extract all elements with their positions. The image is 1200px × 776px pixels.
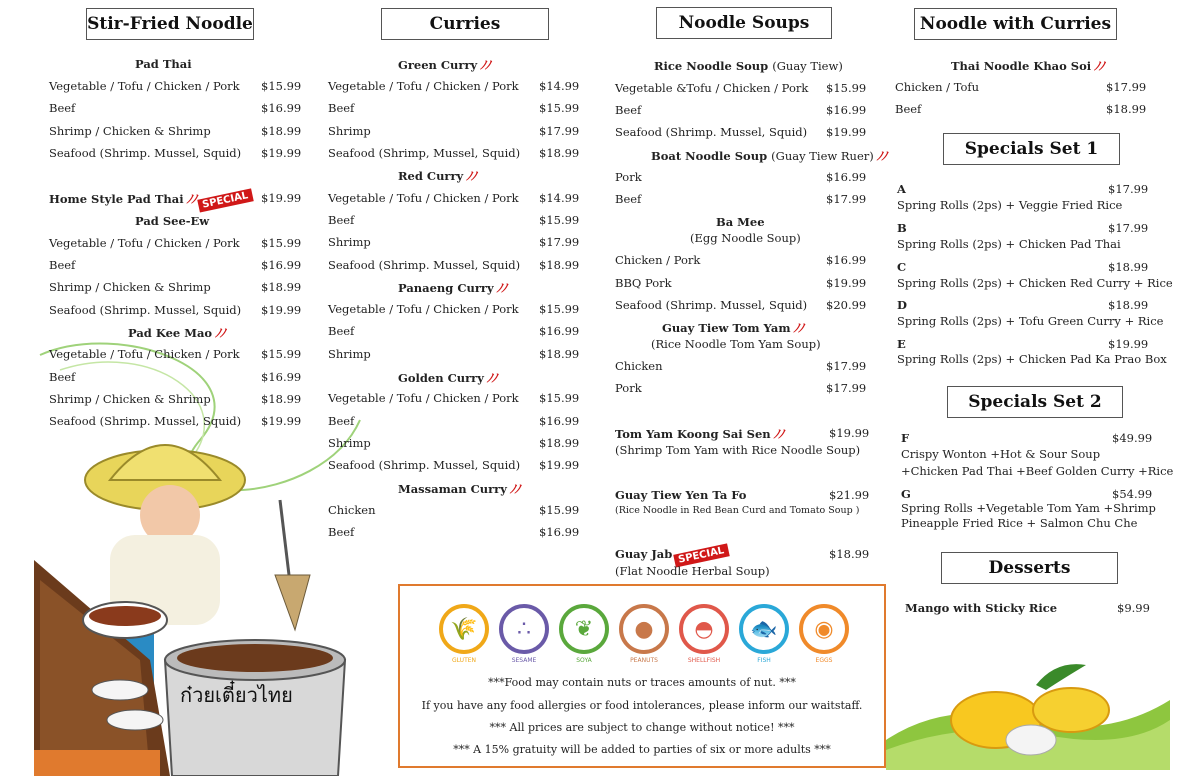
menu-row: Beef $16.99	[328, 414, 580, 428]
special-badge: SPECIAL	[197, 188, 253, 212]
allergen-soya: ❦ SOYA	[557, 604, 611, 664]
pad-kee-mao-heading: Pad Kee Mao ﾉﾉ	[128, 326, 225, 340]
menu-row: Seafood (Shrimp. Mussel, Squid) $20.99	[615, 298, 867, 312]
ba-mee-heading: Ba Mee	[716, 215, 765, 229]
set-label: D	[897, 298, 907, 312]
menu-row: Shrimp / Chicken & Shrimp $18.99	[49, 392, 302, 406]
set-description: +Chicken Pad Thai +Beef Golden Curry +Rice	[901, 464, 1174, 478]
noodle-soups-title: Noodle Soups	[656, 7, 832, 39]
guay-jab-subtitle: (Flat Noodle Herbal Soup)	[615, 564, 770, 578]
menu-row: Vegetable / Tofu / Chicken / Pork $15.99	[49, 79, 302, 93]
menu-row: Beef $16.99	[328, 324, 580, 338]
stir-fried-noodle-title: Stir-Fried Noodle	[86, 8, 254, 40]
menu-row: Shrimp $18.99	[328, 347, 580, 361]
allergen-notice-box	[398, 584, 886, 768]
pad-thai-heading: Pad Thai	[135, 57, 192, 71]
menu-row: Vegetable / Tofu / Chicken / Pork $15.99	[49, 347, 302, 361]
set-price: $18.99	[1108, 298, 1149, 312]
rice-noodle-soup-heading: Rice Noodle Soup (Guay Tiew)	[654, 59, 843, 73]
shell-icon: ◓	[679, 604, 729, 654]
menu-row: Beef $16.99	[615, 103, 867, 117]
set-label: C	[897, 260, 907, 274]
allergen-peanuts: ● PEANUTS	[617, 604, 671, 664]
menu-row: Beef $16.99	[49, 370, 302, 384]
allergen-fish: 🐟 FISH	[737, 604, 791, 664]
ba-mee-subtitle: (Egg Noodle Soup)	[690, 231, 801, 245]
egg-icon: ◉	[799, 604, 849, 654]
menu-row: Beef $18.99	[895, 102, 1147, 116]
noodle-with-curries-title: Noodle with Curries	[914, 8, 1117, 40]
menu-row: Beef $17.99	[615, 192, 867, 206]
special-badge: SPECIAL	[674, 543, 730, 567]
pad-see-ew-heading: Pad See-Ew	[135, 214, 210, 228]
menu-row: Seafood (Shrimp. Mussel, Squid) $18.99	[328, 258, 580, 272]
mango-sticky-rice-illustration	[886, 660, 1170, 770]
menu-row: Beef $15.99	[328, 213, 580, 227]
set-price: $19.99	[1108, 337, 1149, 351]
menu-row: BBQ Pork $19.99	[615, 276, 867, 290]
menu-row: Pork $17.99	[615, 381, 867, 395]
menu-row: Vegetable / Tofu / Chicken / Pork $14.99	[328, 191, 580, 205]
sesame-icon: ∴	[499, 604, 549, 654]
chili-icon: ﾉﾉ	[876, 149, 887, 163]
home-style-pad-thai-row: Home Style Pad Thai ﾉﾉ SPECIAL $19.99	[49, 190, 302, 211]
set-label: A	[897, 182, 906, 196]
menu-row: Vegetable / Tofu / Chicken / Pork $15.99	[328, 391, 580, 405]
pot-text: ก๋วยเตี๋ยวไทย	[180, 683, 293, 707]
allergen-eggs: ◉ EGGS	[797, 604, 851, 664]
set-price: $17.99	[1108, 182, 1149, 196]
desserts-title: Desserts	[941, 552, 1118, 584]
chili-icon: ﾉﾉ	[793, 321, 803, 335]
green-curry-heading: Green Curry ﾉﾉ	[398, 58, 490, 72]
chili-icon: ﾉﾉ	[466, 169, 476, 183]
guay-jab-row: Guay Jab SPECIAL $18.99	[615, 545, 870, 566]
chili-icon: ﾉﾉ	[186, 192, 197, 206]
specials-set-1-title: Specials Set 1	[943, 133, 1120, 165]
chili-icon: ﾉﾉ	[1094, 59, 1104, 73]
menu-row: Shrimp / Chicken & Shrimp $18.99	[49, 280, 302, 294]
menu-row: Beef $15.99	[328, 101, 580, 115]
massaman-curry-heading: Massaman Curry ﾉﾉ	[398, 482, 520, 496]
set-description: Pineapple Fried Rice + Salmon Chu Che	[901, 516, 1138, 530]
peanut-icon: ●	[619, 604, 669, 654]
set-description: Crispy Wonton +Hot & Sour Soup	[901, 447, 1101, 461]
menu-row: Seafood (Shrimp. Mussel, Squid) $19.99	[49, 146, 302, 160]
menu-row: Beef $16.99	[49, 101, 302, 115]
set-label: F	[901, 431, 910, 445]
chili-icon: ﾉﾉ	[215, 326, 225, 340]
set-label: G	[901, 487, 911, 501]
golden-curry-heading: Golden Curry ﾉﾉ	[398, 371, 497, 385]
tom-yam-koong-subtitle: (Shrimp Tom Yam with Rice Noodle Soup)	[615, 443, 861, 457]
wheat-icon: 🌾	[439, 604, 489, 654]
chili-icon: ﾉﾉ	[480, 58, 490, 72]
allergy-notice: If you have any food allergies or food intolerances, please inform our waitstaff.	[421, 699, 863, 712]
menu-row: Chicken / Tofu $17.99	[895, 80, 1147, 94]
allergen-shellfish: ◓ SHELLFISH	[677, 604, 731, 664]
set-description: Spring Rolls (2ps) + Veggie Fried Rice	[897, 198, 1123, 212]
menu-row: Seafood (Shrimp, Mussel, Squid) $18.99	[328, 146, 580, 160]
nut-warning: ***Food may contain nuts or traces amounts of nut. ***	[488, 676, 796, 689]
menu-row: Vegetable / Tofu / Chicken / Pork $15.99	[49, 236, 302, 250]
set-description: Spring Rolls (2ps) + Chicken Pad Ka Prao Box	[897, 352, 1167, 366]
chili-icon: ﾉﾉ	[509, 482, 520, 496]
yen-ta-fo-subtitle: (Rice Noodle in Red Bean Curd and Tomato Soup )	[615, 505, 860, 516]
set-price: $18.99	[1108, 260, 1149, 274]
tom-yam-koong-row: Tom Yam Koong Sai Sen ﾉﾉ $19.99	[615, 426, 870, 441]
menu-row: Vegetable / Tofu / Chicken / Pork $15.99	[328, 302, 580, 316]
chili-icon: ﾉﾉ	[486, 371, 497, 385]
menu-row: Chicken / Pork $16.99	[615, 253, 867, 267]
menu-row: Vegetable &Tofu / Chicken / Pork $15.99	[615, 81, 867, 95]
set-description: Spring Rolls +Vegetable Tom Yam +Shrimp	[901, 501, 1156, 515]
price-change-notice: *** All prices are subject to change without notice! ***	[489, 721, 795, 734]
menu-row: Shrimp / Chicken & Shrimp $18.99	[49, 124, 302, 138]
set-description: Spring Rolls (2ps) + Chicken Red Curry + Rice	[897, 276, 1173, 290]
gratuity-notice: *** A 15% gratuity will be added to parties of six or more adults ***	[453, 743, 831, 756]
menu-row: Shrimp $18.99	[328, 436, 580, 450]
boat-noodle-soup-heading: Boat Noodle Soup (Guay Tiew Ruer) ﾉﾉ	[651, 149, 887, 163]
set-price: $49.99	[1112, 431, 1153, 445]
menu-row: Seafood (Shrimp. Mussel, Squid) $19.99	[328, 458, 580, 472]
menu-row: Shrimp $17.99	[328, 235, 580, 249]
set-price: $54.99	[1112, 487, 1153, 501]
dessert-row: Mango with Sticky Rice $9.99	[905, 601, 1150, 615]
menu-row: Beef $16.99	[49, 258, 302, 272]
panaeng-curry-heading: Panaeng Curry ﾉﾉ	[398, 281, 507, 295]
specials-set-2-title: Specials Set 2	[947, 386, 1123, 418]
allergen-sesame: ∴ SESAME	[497, 604, 551, 664]
set-description: Spring Rolls (2ps) + Tofu Green Curry + Rice	[897, 314, 1164, 328]
red-curry-heading: Red Curry ﾉﾉ	[398, 169, 476, 183]
menu-row: Shrimp $17.99	[328, 124, 580, 138]
menu-row: Seafood (Shrimp. Mussel, Squid) $19.99	[615, 125, 867, 139]
guay-tiew-tom-yam-heading: Guay Tiew Tom Yam ﾉﾉ	[662, 321, 803, 335]
set-price: $17.99	[1108, 221, 1149, 235]
curries-title: Curries	[381, 8, 549, 40]
khao-soi-heading: Thai Noodle Khao Soi ﾉﾉ	[951, 59, 1104, 73]
yen-ta-fo-row: Guay Tiew Yen Ta Fo $21.99	[615, 488, 870, 502]
menu-row: Beef $16.99	[328, 525, 580, 539]
menu-row: Pork $16.99	[615, 170, 867, 184]
menu-row: Vegetable / Tofu / Chicken / Pork $14.99	[328, 79, 580, 93]
set-label: B	[897, 221, 907, 235]
menu-row: Seafood (Shrimp. Mussel, Squid) $19.99	[49, 303, 302, 317]
fish-icon: 🐟	[739, 604, 789, 654]
tom-yam-subtitle: (Rice Noodle Tom Yam Soup)	[651, 337, 821, 351]
menu-row: Chicken $15.99	[328, 503, 580, 517]
menu-row: Chicken $17.99	[615, 359, 867, 373]
menu-row: Seafood (Shrimp. Mussel, Squid) $19.99	[49, 414, 302, 428]
allergen-gluten: 🌾 GLUTEN	[437, 604, 491, 664]
set-label: E	[897, 337, 906, 351]
chili-icon: ﾉﾉ	[496, 281, 507, 295]
soy-icon: ❦	[559, 604, 609, 654]
set-description: Spring Rolls (2ps) + Chicken Pad Thai	[897, 237, 1121, 251]
chili-icon: ﾉﾉ	[773, 427, 784, 441]
